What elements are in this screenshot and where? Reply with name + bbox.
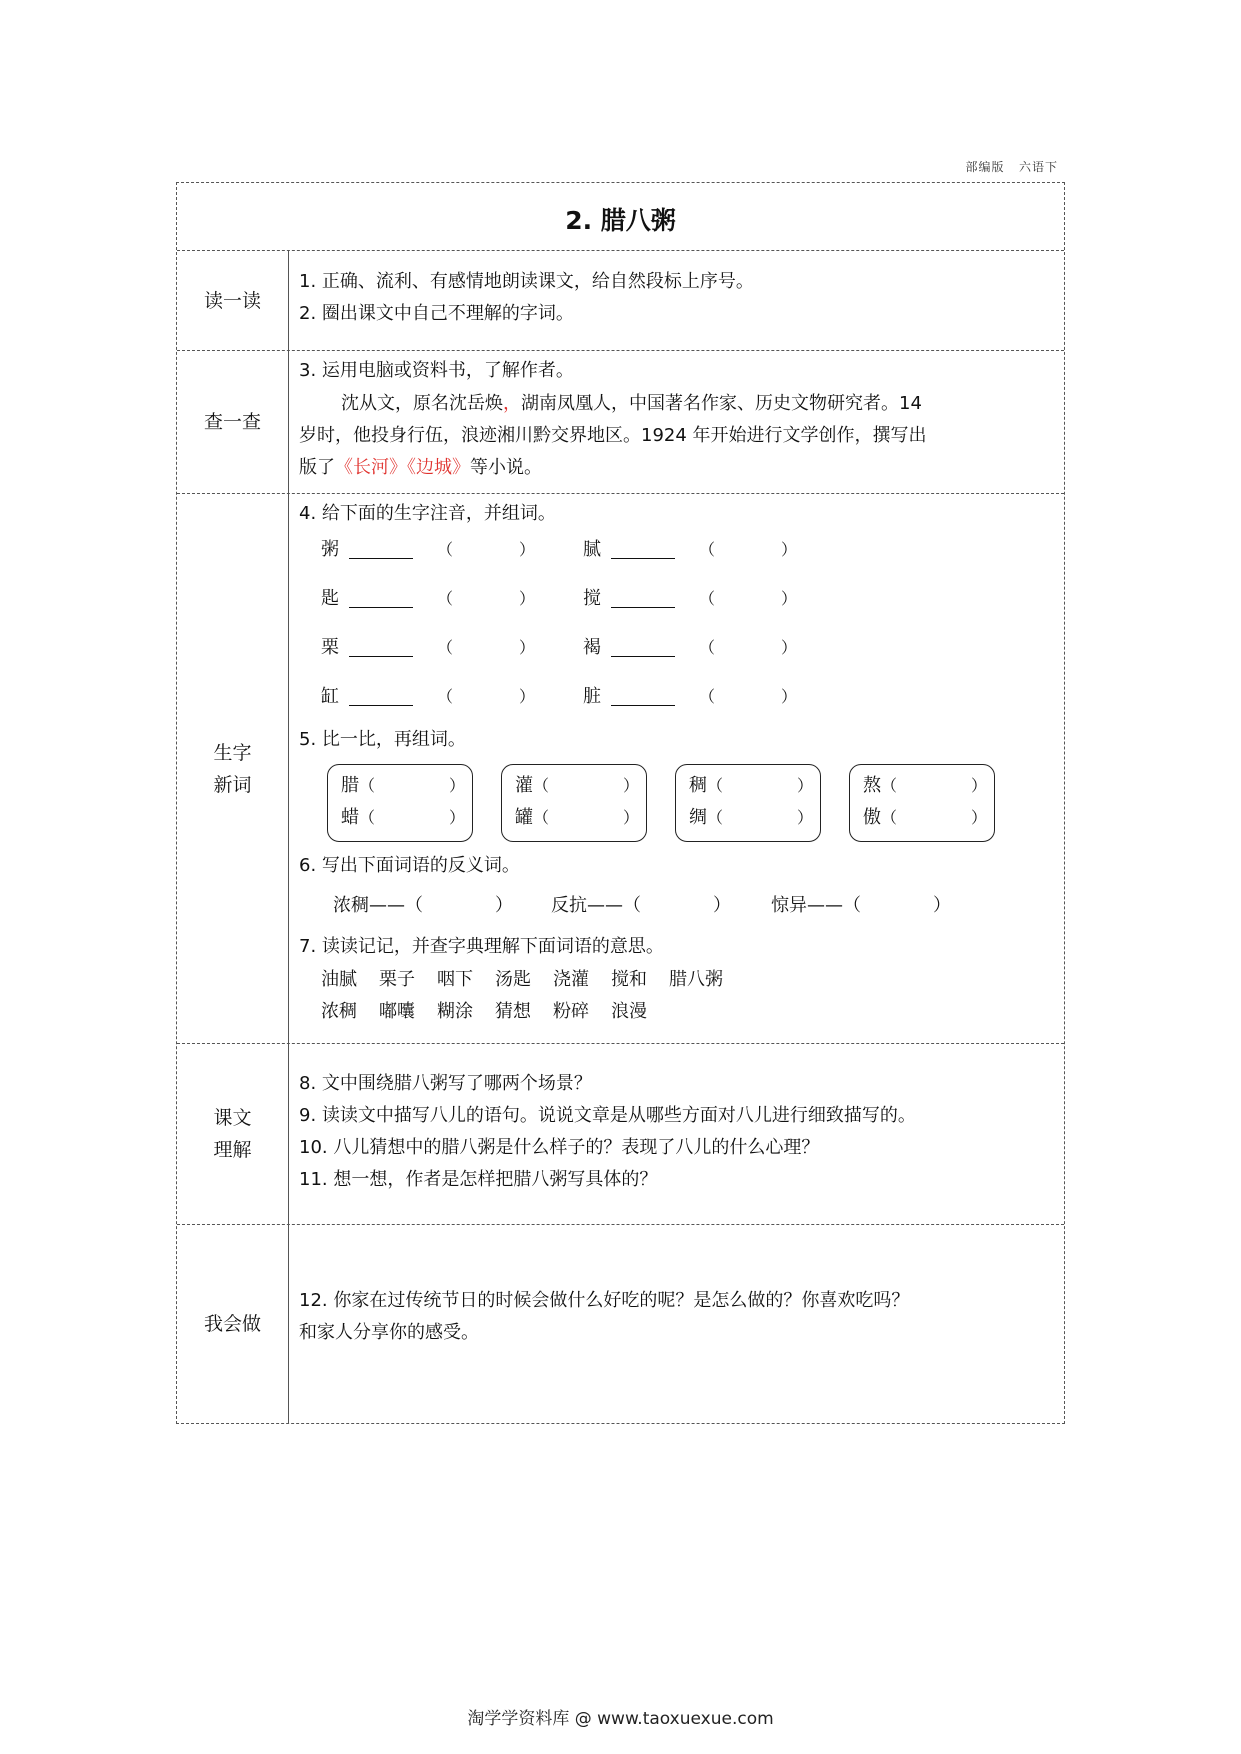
pinyin-item: 缸 （ ） (321, 681, 535, 713)
section-read (177, 251, 1064, 351)
question-8: 8. 文中围绕腊八粥写了哪两个场景？ (299, 1073, 592, 1094)
vocab-row-2: 浓稠 嘟囔 糊涂 猜想 粉碎 浪漫 (321, 1001, 647, 1022)
edition-label: 部编版 (965, 160, 1005, 174)
pinyin-item: 腻 （ ） (583, 534, 797, 566)
compare-box: 灌（ ） 罐（ ） (501, 764, 647, 842)
question-4: 4. 给下面的生字注音，并组词。 (299, 503, 556, 524)
section-lookup (177, 351, 1064, 494)
pinyin-blank[interactable] (611, 685, 675, 706)
question-3: 3. 运用电脑或资料书，了解作者。 (299, 360, 574, 381)
section-practice (177, 1225, 1064, 1423)
grade-label: 六语下 (1018, 160, 1058, 174)
pinyin-blank[interactable] (349, 587, 413, 608)
worksheet-table (176, 182, 1065, 1424)
section-label-words: 生字 新词 (177, 494, 289, 1043)
edition-note (966, 158, 1058, 175)
antonym-item: 惊异——（ ） (771, 895, 951, 916)
pinyin-blank[interactable] (611, 636, 675, 657)
compare-box: 腊（ ） 蜡（ ） (327, 764, 473, 842)
author-bio-line-3: 版了《长河》《边城》等小说。 (299, 457, 542, 478)
pinyin-blank[interactable] (349, 538, 413, 559)
section-label-read: 读一读 (177, 251, 289, 350)
section-label-practice: 我会做 (177, 1225, 289, 1423)
footer-watermark: 淘学学资料库 @ www.taoxuexue.com (467, 1709, 774, 1729)
question-10: 10. 八儿猜想中的腊八粥是什么样子的？表现了八儿的什么心理？ (299, 1137, 820, 1158)
title-row (177, 183, 1064, 251)
compare-box: 熬（ ） 傲（ ） (849, 764, 995, 842)
section-understand (177, 1044, 1064, 1225)
word-blank[interactable]: （ ） (699, 638, 798, 657)
word-blank[interactable]: （ ） (437, 540, 536, 559)
question-2: 2. 圈出课文中自己不理解的字词。 (299, 303, 574, 324)
author-bio-line-2: 岁时，他投身行伍，浪迹湘川黔交界地区。1924 年开始进行文学创作，撰写出 (299, 425, 927, 446)
compare-box: 稠（ ） 绸（ ） (675, 764, 821, 842)
pinyin-item: 脏 （ ） (583, 681, 797, 713)
word-blank[interactable]: （ ） (437, 638, 536, 657)
pinyin-item: 搅 （ ） (583, 583, 797, 615)
pinyin-blank[interactable] (349, 685, 413, 706)
pinyin-blank[interactable] (349, 636, 413, 657)
word-blank[interactable]: （ ） (699, 687, 798, 706)
word-blank[interactable]: （ ） (437, 687, 536, 706)
pinyin-item: 匙 （ ） (321, 583, 535, 615)
pinyin-item: 栗 （ ） (321, 632, 535, 664)
question-7: 7. 读读记记，并查字典理解下面词语的意思。 (299, 936, 664, 957)
pinyin-item: 粥 （ ） (321, 534, 535, 566)
question-12: 12. 你家在过传统节日的时候会做什么好吃的呢？是怎么做的？你喜欢吃吗？ (299, 1290, 910, 1311)
section-label-understand: 课文 理解 (177, 1044, 289, 1224)
question-5: 5. 比一比，再组词。 (299, 729, 466, 750)
question-6: 6. 写出下面词语的反义词。 (299, 855, 520, 876)
section-label-lookup: 查一查 (177, 351, 289, 493)
compare-boxes (327, 764, 1007, 844)
section-words (177, 494, 1064, 1044)
antonym-item: 浓稠——（ ） (333, 895, 513, 916)
pinyin-blank[interactable] (611, 538, 675, 559)
pinyin-blank[interactable] (611, 587, 675, 608)
lesson-title: 2. 腊八粥 (565, 206, 676, 235)
antonym-item: 反抗——（ ） (551, 895, 731, 916)
word-blank[interactable]: （ ） (437, 589, 536, 608)
question-11: 11. 想一想，作者是怎样把腊八粥写具体的？ (299, 1169, 658, 1190)
question-1: 1. 正确、流利、有感情地朗读课文，给自然段标上序号。 (299, 271, 754, 292)
works-titles: 《长河》《边城》 (335, 457, 470, 478)
question-9: 9. 读读文中描写八儿的语句。说说文章是从哪些方面对八儿进行细致描写的。 (299, 1105, 916, 1126)
pinyin-item: 褐 （ ） (583, 632, 797, 664)
question-12-cont: 和家人分享你的感受。 (299, 1322, 479, 1343)
word-blank[interactable]: （ ） (699, 540, 798, 559)
author-bio-line-1: 沈从文，原名沈岳焕，湖南凤凰人，中国著名作家、历史文物研究者。14 (341, 393, 922, 414)
word-blank[interactable]: （ ） (699, 589, 798, 608)
vocab-row-1: 油腻 栗子 咽下 汤匙 浇灌 搅和 腊八粥 (321, 969, 723, 990)
